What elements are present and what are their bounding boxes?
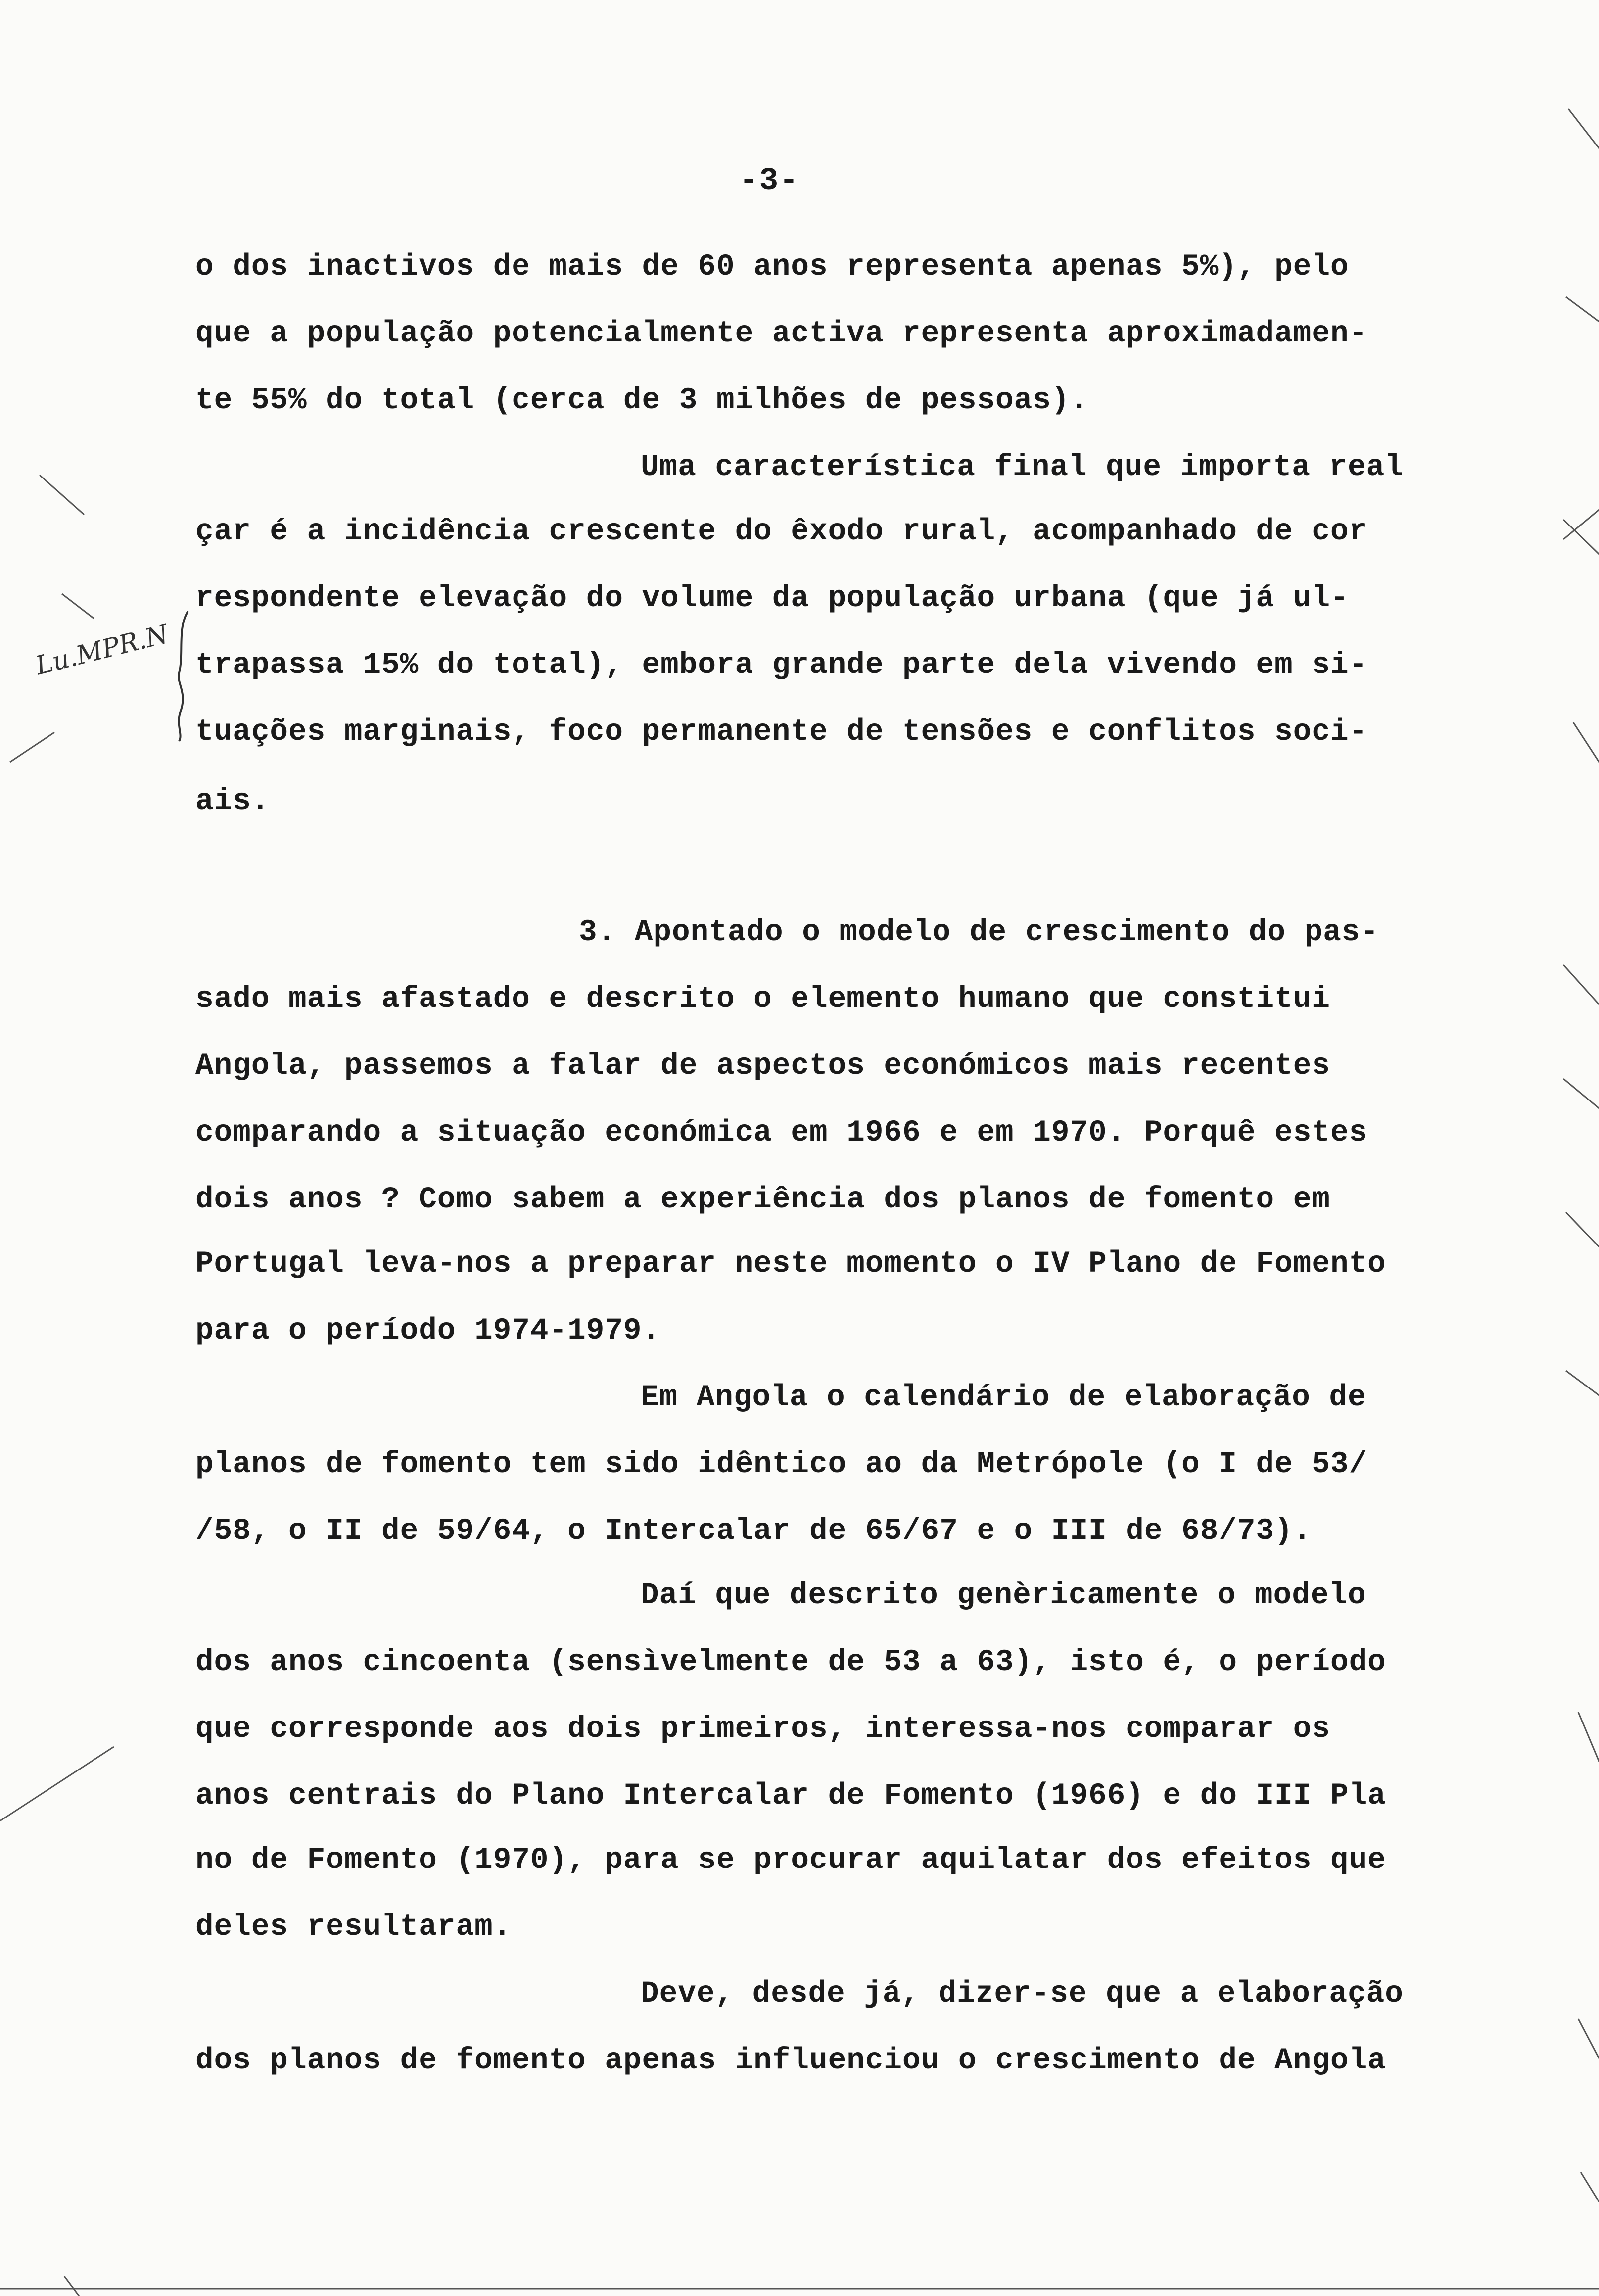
text-line: ais. bbox=[195, 784, 270, 818]
text-line: dos anos cincoenta (sensìvelmente de 53 a 63), isto é, o período bbox=[195, 1645, 1386, 1679]
text-line: /58, o II de 59/64, o Intercalar de 65/67 e o III de 68/73). bbox=[195, 1514, 1312, 1548]
text-line: que corresponde aos dois primeiros, interessa-nos comparar os bbox=[195, 1712, 1330, 1746]
text-line: dois anos ? Como sabem a experiência dos planos de fomento em bbox=[195, 1183, 1330, 1217]
text-line: que a população potencialmente activa representa aproximadamen- bbox=[195, 317, 1368, 351]
text-line: Uma característica final que importa real bbox=[641, 450, 1404, 484]
text-line: Daí que descrito genèricamente o modelo bbox=[641, 1578, 1366, 1613]
handwritten-margin-note: Lu.MPR.N bbox=[33, 619, 172, 681]
text-line: Portugal leva-nos a preparar neste momento o IV Plano de Fomento bbox=[195, 1247, 1386, 1281]
text-line: Angola, passemos a falar de aspectos económicos mais recentes bbox=[195, 1049, 1330, 1083]
text-line: tuações marginais, foco permanente de tensões e conflitos soci- bbox=[195, 715, 1368, 749]
text-line: Em Angola o calendário de elaboração de bbox=[641, 1381, 1366, 1415]
text-line: planos de fomento tem sido idêntico ao da Metrópole (o I de 53/ bbox=[195, 1447, 1368, 1482]
text-line: çar é a incidência crescente do êxodo rural, acompanhado de cor bbox=[195, 515, 1368, 549]
text-line: 3. Apontado o modelo de crescimento do pas- bbox=[579, 915, 1379, 950]
margin-bracket bbox=[173, 609, 193, 742]
text-line: dos planos de fomento apenas influenciou o crescimento de Angola bbox=[195, 2044, 1386, 2078]
page-number: -3- bbox=[739, 163, 800, 199]
text-line: comparando a situação económica em 1966 e em 1970. Porquê estes bbox=[195, 1116, 1368, 1150]
text-line: respondente elevação do volume da população urbana (que já ul- bbox=[195, 581, 1349, 616]
text-line: para o período 1974-1979. bbox=[195, 1314, 661, 1348]
text-line: trapassa 15% do total), embora grande parte dela vivendo em si- bbox=[195, 648, 1368, 682]
text-line: te 55% do total (cerca de 3 milhões de pessoas). bbox=[195, 383, 1089, 418]
text-line: no de Fomento (1970), para se procurar aquilatar dos efeitos que bbox=[195, 1843, 1386, 1877]
text-line: Deve, desde já, dizer-se que a elaboração bbox=[641, 1977, 1404, 2011]
text-line: deles resultaram. bbox=[195, 1910, 512, 1944]
text-line: sado mais afastado e descrito o elemento humano que constitui bbox=[195, 982, 1330, 1016]
text-line: o dos inactivos de mais de 60 anos representa apenas 5%), pelo bbox=[195, 250, 1349, 284]
text-line: anos centrais do Plano Intercalar de Fomento (1966) e do III Pla bbox=[195, 1779, 1386, 1813]
